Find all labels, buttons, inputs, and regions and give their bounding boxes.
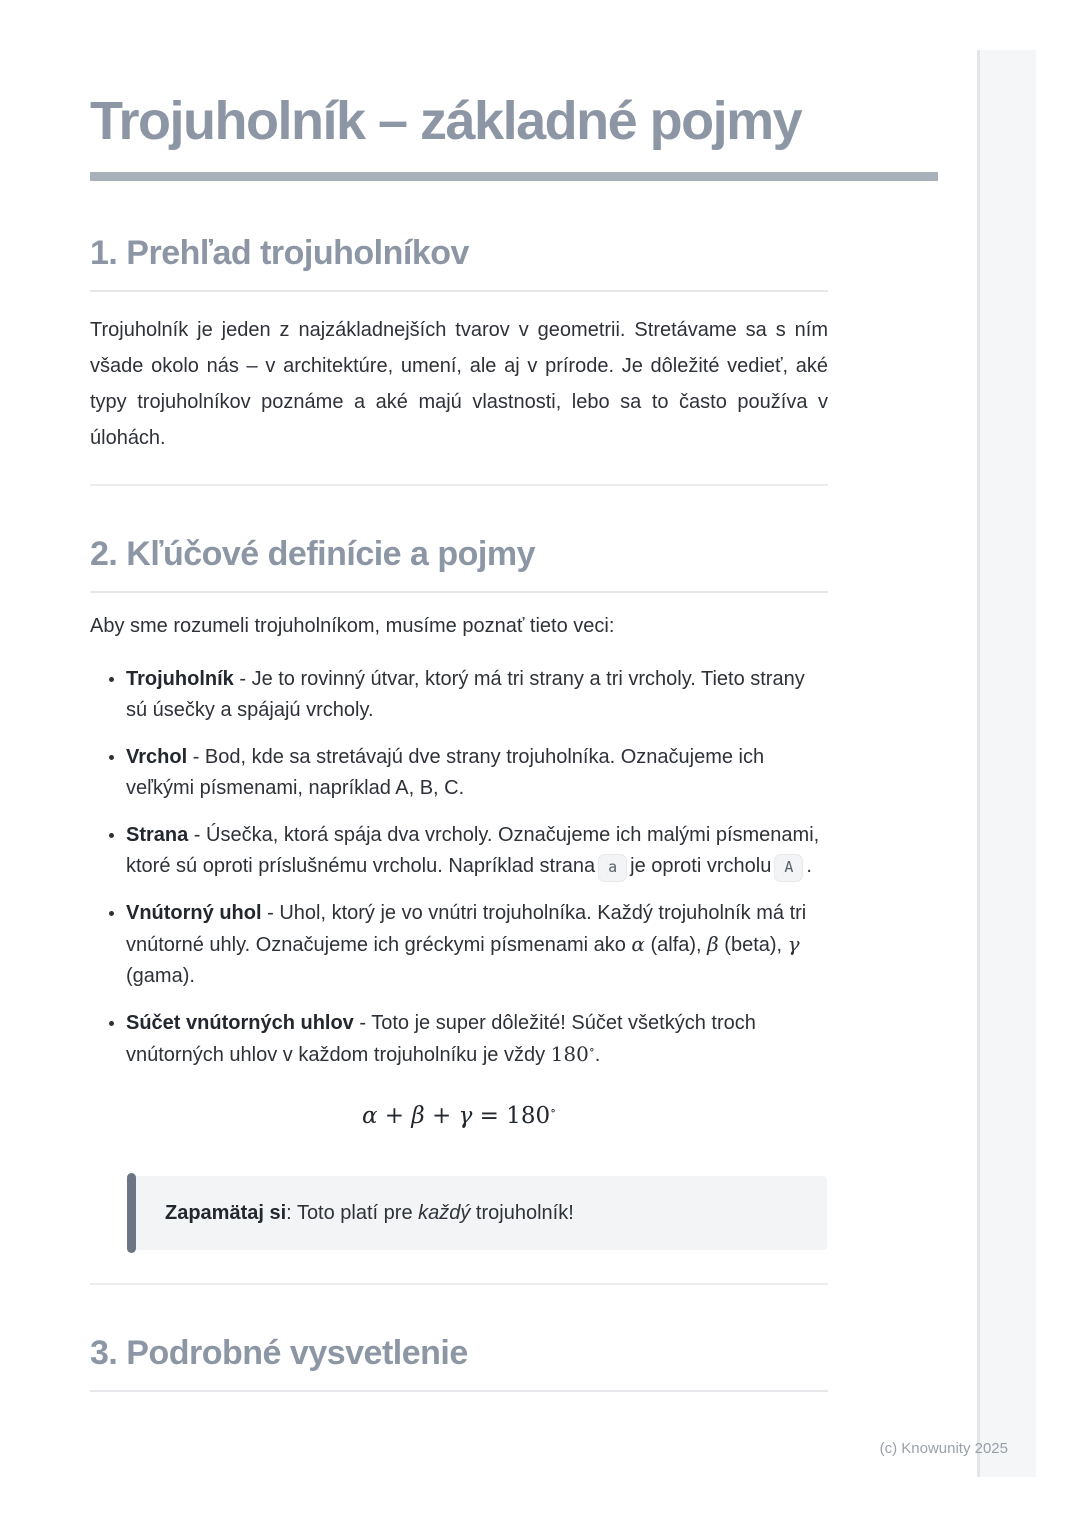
footer-copyright: (c) Knowunity 2025 xyxy=(879,1440,1008,1457)
term-label: Súčet vnútorných uhlov xyxy=(126,1012,354,1035)
definition-text: je oproti vrcholu xyxy=(630,855,772,878)
list-item-vrchol xyxy=(126,742,828,804)
term-dash: - xyxy=(233,668,252,691)
definition-text: . xyxy=(806,855,812,878)
section-definitions xyxy=(90,534,828,1285)
callout-text xyxy=(165,1198,803,1228)
section-divider-1 xyxy=(90,484,828,486)
section-heading-3: 3. Podrobné vysvetlenie xyxy=(90,1333,828,1392)
section-heading-2: 2. Kľúčové definície a pojmy xyxy=(90,534,828,593)
term-label: Trojuholník xyxy=(126,668,234,691)
definition-text: (beta), xyxy=(718,934,788,957)
degree-symbol: ∘ xyxy=(550,1103,557,1118)
callout-label: Zapamätaj si xyxy=(165,1202,287,1225)
definition-text: Bod, kde sa stretávajú dve strany trojuholníka. Označujeme ich veľkými písmenami, napríklad A, B, C. xyxy=(126,746,765,800)
definition-text: (gama). xyxy=(126,965,195,988)
section-overview xyxy=(90,233,828,486)
term-dash: - xyxy=(353,1012,372,1035)
section-explanation xyxy=(90,1333,828,1392)
definition-text: Úsečka, ktorá spája dva vrcholy. Označujeme ich malými písmenami, ktoré sú oproti príslušnému vrcholu. Napríklad strana xyxy=(126,824,820,878)
inline-code-side-a: a xyxy=(598,854,627,882)
math-180: 180 xyxy=(550,1042,589,1067)
title-rule xyxy=(90,172,938,181)
formula-angle-sum xyxy=(90,1101,828,1131)
term-label: Strana xyxy=(126,824,189,847)
document-content xyxy=(90,0,828,1392)
section-divider-2 xyxy=(90,1283,828,1285)
list-item-vnutorny-uhol xyxy=(126,898,828,992)
term-dash: - xyxy=(261,902,280,925)
formula-plus: + xyxy=(424,1103,459,1130)
inline-code-vertex-a: A xyxy=(774,854,803,882)
formula-gamma: γ xyxy=(458,1103,473,1130)
formula-alpha: α xyxy=(361,1103,378,1130)
greek-gamma: γ xyxy=(787,932,800,957)
term-label: Vrchol xyxy=(126,746,188,769)
callout-body: trojuholník! xyxy=(470,1202,574,1225)
scrollbar-track[interactable] xyxy=(977,50,1036,1477)
callout-body: Toto platí pre xyxy=(296,1202,419,1225)
formula-plus: + xyxy=(377,1103,412,1130)
formula-beta: β xyxy=(411,1103,425,1130)
term-dash: - xyxy=(187,746,205,769)
definition-text: Je to rovinný útvar, ktorý má tri strany a tri vrcholy. Tieto strany sú úsečky a spájajú vrcholy. xyxy=(126,668,805,722)
term-dash: - xyxy=(188,824,207,847)
greek-alpha: α xyxy=(631,932,645,957)
callout-colon: : xyxy=(286,1202,297,1225)
definitions-intro: Aby sme rozumeli trojuholníkom, musíme poznať tieto veci: xyxy=(90,615,615,638)
term-label: Vnútorný uhol xyxy=(126,902,262,925)
formula-value: 180 xyxy=(506,1103,551,1130)
callout-emphasis: každý xyxy=(418,1202,471,1225)
list-item-sucet-uhlov xyxy=(126,1008,828,1071)
callout-accent-bar xyxy=(127,1173,136,1253)
definition-text: . xyxy=(594,1044,601,1067)
definition-text: Toto je super dôležité! Súčet všetkých troch vnútorných uhlov v každom trojuholníku je vždy xyxy=(126,1012,756,1067)
definition-text: (alfa), xyxy=(644,934,708,957)
callout-box xyxy=(127,1176,827,1250)
list-item-trojuholnik xyxy=(126,664,828,726)
definitions-list xyxy=(90,664,828,1071)
greek-beta: β xyxy=(707,932,719,957)
overview-paragraph: Trojuholník je jeden z najzákladnejších tvarov v geometrii. Stretávame sa s ním všade okolo nás – v architektúre, umení, ale aj v prírode. Je dôležité vedieť, aké typy trojuholníkov poznáme a aké majú vlastnosti, lebo sa to často používa v úlohách. xyxy=(90,319,828,450)
formula-equals: = xyxy=(472,1103,507,1130)
degree-symbol: ∘ xyxy=(588,1042,595,1057)
definition-text: Uhol, ktorý je vo vnútri trojuholníka. Každý trojuholník má tri vnútorné uhly. Označujeme ich gréckymi písmenami ako xyxy=(126,902,807,957)
page-title: Trojuholník – základné pojmy xyxy=(90,91,802,151)
section-heading-1: 1. Prehľad trojuholníkov xyxy=(90,233,828,292)
list-item-strana xyxy=(126,820,828,882)
